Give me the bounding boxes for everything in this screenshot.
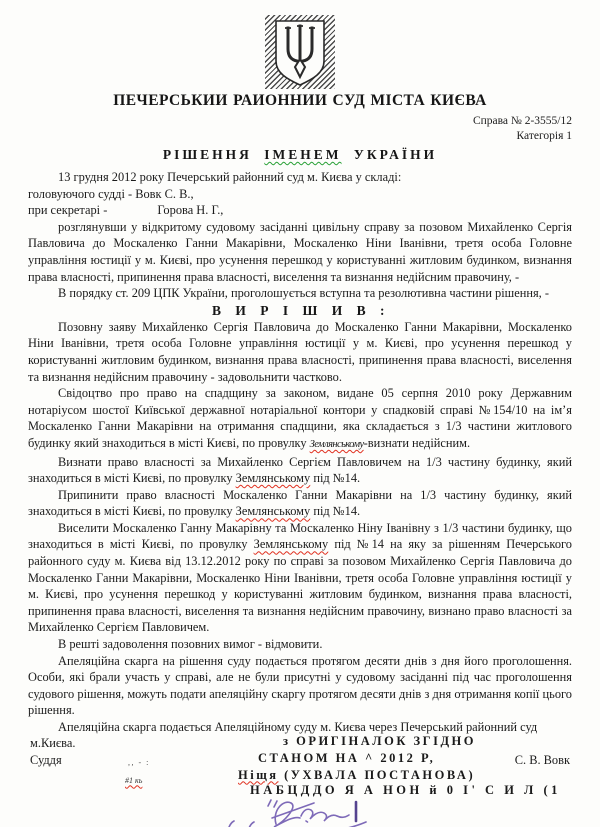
lane-name-misspelled: Землянському [235,504,311,519]
secretary-name: Горова Н. Г., [157,203,224,218]
case-meta [28,114,572,143]
terminate-ownership-paragraph [28,487,572,520]
stamp-word-misread: Ніщя [238,767,279,782]
lane-name-misspelled: Землянському [253,537,329,552]
heading-decision: РІШЕННЯ [162,147,252,162]
signature-stamp-block [28,733,572,827]
certificate-paragraph [28,385,572,453]
document-heading [28,147,572,163]
stamp-ruling-rest: (УХВАЛА ПОСТАНОВА) [284,767,476,782]
case-category: Категорія 1 [516,129,572,142]
heading-in-the-name: ІМЕНЕМ [264,147,342,162]
recognize-text: Визнати право власності за Михайленко Сергієм Павловичем на 1/3 частину будинку, який знаходиться в місті Києві, по провулку [28,454,572,486]
judge-label: Суддя [30,752,62,767]
terminate-text-end: під №14. [310,504,361,519]
date-line: 13 грудня 2012 року Печерський районний суд м. Києва у складі: [58,170,402,184]
judge-line: головуючого судді - Вовк С. В., [28,186,194,201]
handwritten-signature-icon [188,794,378,827]
city-line: м.Києва. [30,735,76,750]
judge-name: С. В. Вовк [514,752,570,767]
small-pen-marks: ,, - : [128,757,150,767]
stamp-line-original: з ОРИГІНАЛОК ЗГІДНО [283,733,476,748]
certificate-text-end: -визнати недійсним. [363,435,471,450]
case-number: Справа № 2-3555/12 [472,115,572,127]
stamp-line-ocr-noise: НАБЦДДО Я А НОН й 0 І' С И Л (1 [250,782,561,797]
secretary-line [28,202,572,219]
stamp-line-date: СТАНОМ НА ^ 2012 Р, [258,750,436,765]
resolved-heading: В И Р І Ш И В : [212,302,388,318]
stamp-line-ruling [238,768,475,783]
certificate-text: Свідоцтво про право на спадщину за законом, видане 05 серпня 2010 року Державним нотаріусом шостої Київської державної нотаріальної контори у спадковій справі №154/10 на ім’я Москаленко Ганни Макарівни на отримання спадщини, яка складається з 1/3 частини житлового будинку який знаходиться в місті Києві, по провулку [28,386,572,450]
decision-body [28,169,572,736]
resolution-claim-paragraph: Позовну заяву Михайленко Сергія Павловича до Москаленко Ганни Макарівни, Москаленко Ніни Іванівни, третя особа Головне управління юстиції у м. Києві, про усунення перешкод у користуванні житловим будинком, визнання права власності, припинення права власності, виселення та визнання недійсним правочину - задовольнити частково. [28,319,572,384]
lane-name-misspelled: Землянському [235,471,311,486]
eviction-text: Виселити Москаленко Ганну Макарівну та Москаленко Ніну Іванівну з 1/3 частини будинку, що знаходиться в місті Києві, по провулку [28,520,572,552]
recognize-ownership-paragraph [28,454,572,487]
eviction-text-end: під №14 на яку за рішенням Печерського районного суду м. Києва від 13.12.2012 року по справі за позовом Михайленко Сергія Павловича до Москаленко Ганни Макарівни, Москаленко Ніни Іванівни, третя особа Головне управління юстиції у м. Києві, про усунення перешкод у користуванні житловим будинком, визнання права власності, припинення права власності, виселення та визнання недійсним правочину, визнано право власності за Михайленко Сергієм Павловичем. [28,537,572,635]
order-line: В порядку ст. 209 ЦПК України, проголошується вступна та резолютивна частини рішення, - [58,286,550,301]
heading-of-ukraine: УКРАЇНИ [353,147,438,162]
small-note: #1 кь [125,775,143,785]
eviction-paragraph [28,520,572,636]
appeal-terms-paragraph: Апеляційна скарга на рішення суду подається протягом десяти днів з дня його проголошення. Особи, які брали участь у справі, але не були присутні у судовому засіданні під час проголошення судового рішення, можуть подати апеляційну скаргу протягом десяти днів з дня отримання копії цього рішення. [28,653,572,718]
remainder-denied-paragraph: В решті задоволення позовних вимог - відмовити. [58,637,323,652]
emblem-container [28,0,572,89]
appeal-court-paragraph: Апеляційна скарга подається Апеляційному суду м. Києва через Печерський районний суд [58,720,538,734]
terminate-text: Припинити право власності Москаленко Ганни Макарівни на 1/3 частину будинку, який знаходиться в місті Києві, по провулку [28,487,572,519]
court-title: ПЕЧЕРСЬКИИ РАИОННИИ СУД МІСТА КИЄВА [113,92,487,109]
hatched-stamp-background [265,15,335,89]
secretary-label: при секретарі - [28,203,108,218]
lane-name-scribble: Землянському [309,438,364,450]
ukraine-trident-icon [265,15,335,89]
recognize-text-end: під №14. [310,471,361,486]
considered-paragraph: розглянувши у відкритому судовому засіданні цивільну справу за позовом Михайленко Сергія Павловича до Москаленко Ганни Макарівни, Москаленко Ніни Іванівни, третя особа Головне управління юстиції у м. Києві, про усунення перешкод у користуванні житловим будинком, визнання права власності, припинення права власності, виселення та визнання недійсним правочину, - [28,219,572,284]
